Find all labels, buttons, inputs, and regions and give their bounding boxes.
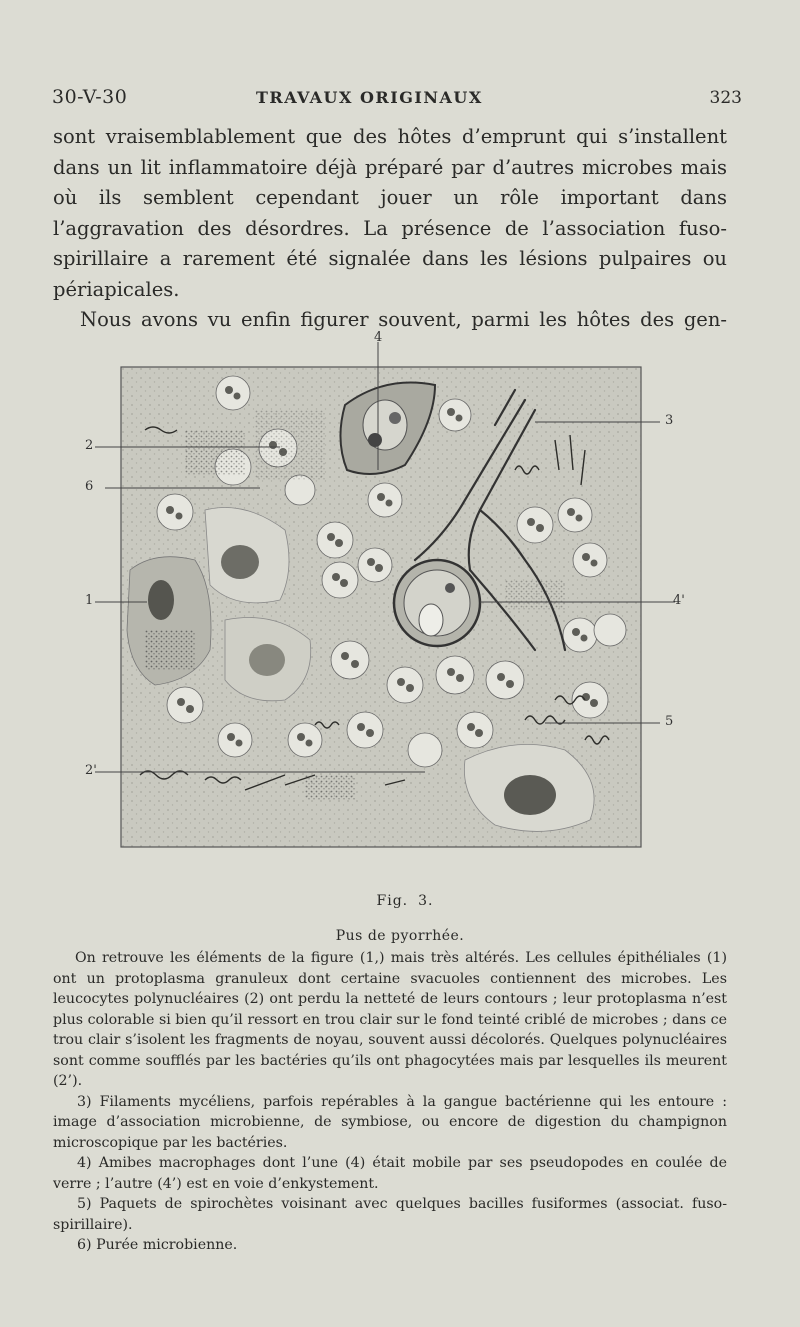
figure-title: Pus de pyorrhée. [335, 928, 465, 944]
legend-item-6: 6) Purée microbienne. [77, 1237, 238, 1253]
legend-item-3: 3) Filaments mycéliens, parfois repérables à la gangue bactérienne qui les entoure : image d’association microbienne, de symbiose, ou encore de digestion du champignon microscopique par les bactéries. [53, 1093, 727, 1151]
figure-caption-number [0, 893, 800, 909]
figure-label-4: 4 [374, 330, 383, 345]
pus-illustration [85, 330, 695, 860]
figure-label-6: 6 [85, 479, 94, 494]
figure-label-5: 5 [665, 714, 674, 729]
body-paragraph: Nous avons vu enfin figurer souvent, parmi les hôtes des gen- [80, 308, 727, 331]
figure-plate [85, 330, 695, 860]
issue-date: 30-V-30 [52, 86, 128, 108]
legend-item-5: 5) Paquets de spirochètes voisinant avec quelques bacilles fusiformes (associat. fuso-spirillaire). [53, 1196, 727, 1233]
figure-label-3: 3 [665, 413, 674, 428]
legend-item-4: 4) Amibes macrophages dont l’une (4) était mobile par ses pseudopodes en coulée de verre ; l’autre (4’) est en voie d’enkystement. [53, 1155, 727, 1192]
body-text [53, 122, 727, 336]
section-title: TRAVAUX ORIGINAUX [256, 88, 483, 107]
figure-label-2: 2 [85, 438, 94, 453]
figure-label-2-prime: 2' [85, 763, 97, 778]
body-paragraph: sont vraisemblablement que des hôtes d’emprunt qui s’installent dans un lit inflammatoire déjà préparé par d’autres microbes mais où ils semblent cependant jouer un rôle important dans l’aggravation des désordres. La présence de l’association fuso-spirillaire a rarement été signalée dans les lésions pulpaires ou périapicales. [53, 125, 727, 301]
figure-legend [53, 948, 727, 1256]
figure-number: 3. [418, 893, 434, 909]
figure-label: Fig. [376, 893, 409, 909]
page-number: 323 [709, 88, 742, 108]
legend-intro: On retrouve les éléments de la figure (1,) mais très altérés. Les cellules épithéliales (1) ont un protoplasma granuleux dont certaine svacuoles contiennent des microbes. Les leucocytes polynucléaires (2) ont perdu la netteté de leurs contours ; leur protoplasma n’est plus colorable si bien qu’il ressort en trou clair sur le fond teinté criblé de microbes ; dans ce trou clair s’isolent les fragments de noyau, souvent aussi décolorés. Quelques polynucléaires sont comme soufflés par les bactéries qu’ils ont phagocytées mais par lesquelles ils meurent (2’). [53, 950, 727, 1089]
figure-label-1: 1 [85, 593, 94, 608]
running-head [52, 86, 742, 110]
figure-label-4-prime: 4' [673, 593, 685, 608]
